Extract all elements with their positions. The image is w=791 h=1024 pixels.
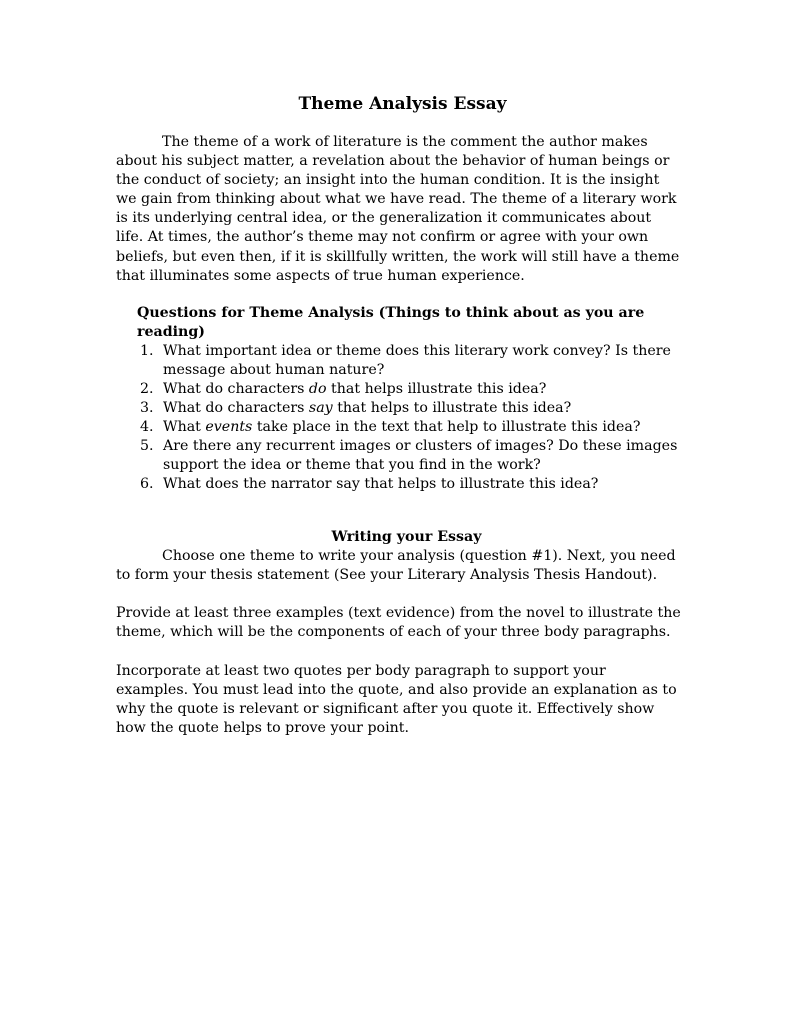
list-text: What do characters say that helps to illustrate this idea? [163, 399, 572, 416]
list-item [140, 437, 681, 475]
page-title: Theme Analysis Essay [298, 94, 507, 114]
list-item [140, 399, 681, 418]
list-item [140, 380, 681, 399]
questions-list [116, 342, 681, 494]
list-number: 3. [140, 399, 154, 416]
writing-paragraph-1: Choose one theme to write your analysis (question #1). Next, you need to form your thesis statement (See your Literary Analysis Thesis Handout). [116, 547, 676, 583]
list-number: 4. [140, 418, 154, 435]
list-item [140, 418, 681, 437]
intro-paragraph: The theme of a work of literature is the comment the author makes about his subject matter, a revelation about the behavior of human beings or the conduct of society; an insight into the human condition. It is the insight we gain from thinking about what we have read. The theme of a literary work is its underlying central idea, or the generalization it communicates about life. At times, the author’s theme may not confirm or agree with your own beliefs, but even then, if it is skillfully written, the work will still have a theme that illuminates some aspects of true human experience. [116, 134, 680, 284]
list-text: What events take place in the text that help to illustrate this idea? [163, 418, 641, 435]
list-number: 6. [140, 475, 154, 492]
writing-paragraph-2: Provide at least three examples (text evidence) from the novel to illustrate the theme, which will be the components of each of your three body paragraphs. [116, 605, 681, 641]
list-text: What do characters do that helps illustrate this idea? [163, 380, 547, 397]
list-text: Are there any recurrent images or clusters of images? Do these images support the idea or theme that you find in the work? [163, 437, 678, 473]
list-item [140, 475, 681, 494]
list-number: 2. [140, 380, 154, 397]
writing-paragraph-3: Incorporate at least two quotes per body paragraph to support your examples. You must lead into the quote, and also provide an explanation as to why the quote is relevant or significant after you quote it. Effectively show how the quote helps to prove your point. [116, 662, 677, 737]
list-number: 1. [140, 342, 154, 359]
questions-heading: Questions for Theme Analysis (Things to think about as you are reading) [137, 304, 645, 340]
list-number: 5. [140, 437, 154, 454]
list-text: What does the narrator say that helps to illustrate this idea? [163, 475, 599, 492]
writing-heading: Writing your Essay [331, 528, 482, 545]
list-item [140, 342, 681, 380]
list-text: What important idea or theme does this literary work convey? Is there message about human nature? [163, 342, 671, 378]
